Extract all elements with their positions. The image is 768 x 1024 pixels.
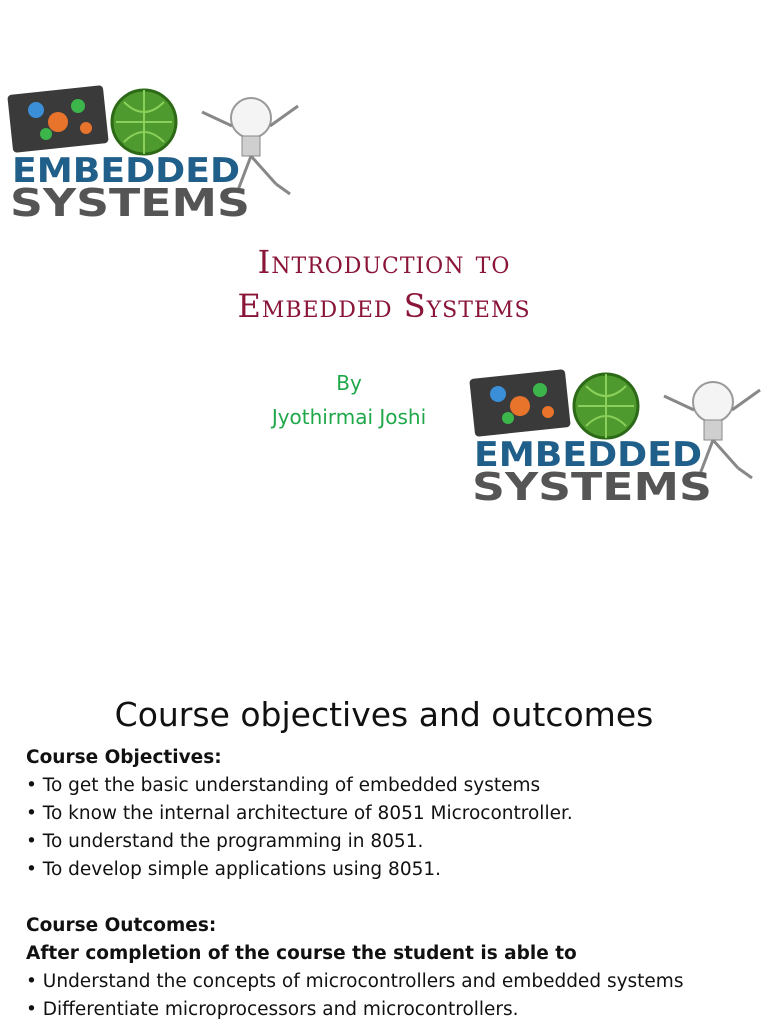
logo-text-systems: SYSTEMS: [10, 181, 250, 222]
embedded-systems-logo-secondary: [468, 366, 768, 506]
objective-item: • To develop simple applications using 8051.: [26, 856, 756, 884]
logo-text-embedded: EMBEDDED: [12, 151, 240, 191]
outcome-item: • Differentiate microprocessors and microcontrollers.: [26, 996, 756, 1024]
objective-item: • To get the basic understanding of embedded systems: [26, 772, 756, 800]
embedded-systems-logo: [6, 82, 306, 222]
author-name: Jyothirmai Joshi: [271, 405, 427, 429]
title-line-1: Introduction to: [257, 243, 511, 281]
by-label: By: [336, 371, 362, 395]
author-block: [249, 366, 449, 434]
objective-item: • To know the internal architecture of 8051 Microcontroller.: [26, 800, 756, 828]
outcome-item: • Understand the concepts of microcontrollers and embedded systems: [26, 968, 756, 996]
title-line-2: Embedded Systems: [237, 287, 531, 325]
slide-2-body: [26, 744, 756, 1024]
outcomes-intro: After completion of the course the student is able to: [26, 943, 577, 964]
slide-2-title: Course objectives and outcomes: [114, 695, 654, 734]
logo-text-systems-2: SYSTEMS: [472, 465, 712, 506]
spacer: [26, 884, 756, 912]
objectives-heading: Course Objectives:: [26, 747, 222, 768]
objective-item: • To understand the programming in 8051.: [26, 828, 756, 856]
logo-text-embedded-2: EMBEDDED: [474, 435, 702, 475]
slide-title-heading: [0, 240, 768, 328]
slide-course-objectives: [0, 648, 768, 1024]
outcomes-heading: Course Outcomes:: [26, 915, 217, 936]
